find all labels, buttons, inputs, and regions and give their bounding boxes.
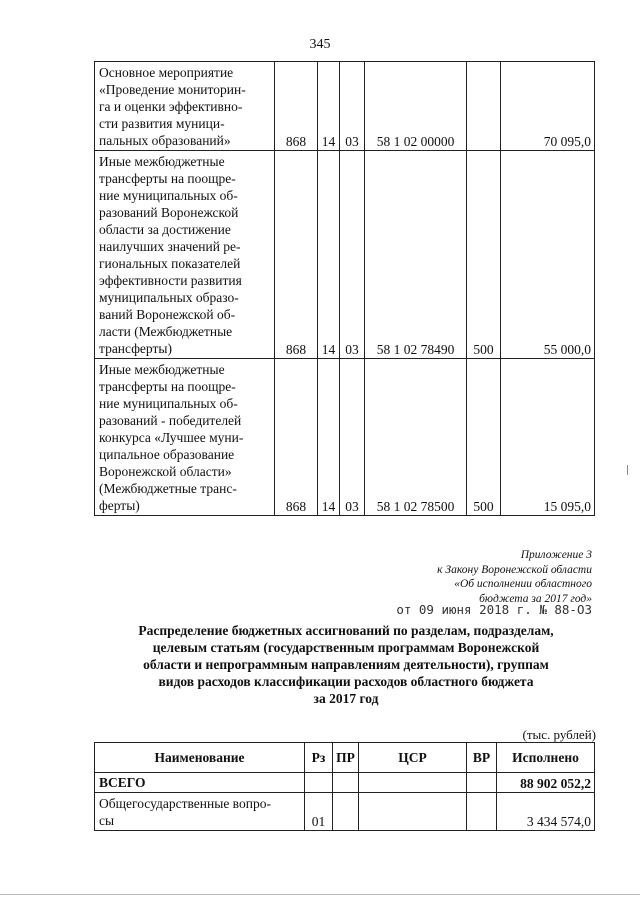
- row-code: 868: [275, 151, 318, 359]
- row-name: Основное мероприятие «Проведение мониторин- га и оценки эффективно- сти развития муници- пальных образований»: [95, 62, 275, 151]
- table-row: [95, 359, 595, 516]
- row-vr: 500: [467, 151, 501, 359]
- row-vr: [467, 62, 501, 151]
- header-amount: Исполнено: [497, 743, 595, 773]
- empty-cell: [333, 773, 359, 793]
- page-number: 345: [309, 37, 331, 52]
- row-amount: 15 095,0: [501, 359, 595, 516]
- table-header-row: [95, 743, 595, 773]
- row-amount: 3 434 574,0: [497, 793, 595, 831]
- table-row: [95, 151, 595, 359]
- row-csr: 58 1 02 00000: [365, 62, 467, 151]
- row-rz: 14: [318, 151, 340, 359]
- row-csr: 58 1 02 78500: [365, 359, 467, 516]
- row-rz: 01: [305, 793, 333, 831]
- row-csr: [359, 793, 467, 831]
- law-date-stamp: от 09 июня 2018 г. № 88-ОЗ: [396, 602, 592, 617]
- empty-cell: [467, 773, 497, 793]
- empty-cell: [305, 773, 333, 793]
- margin-mark: [627, 465, 628, 475]
- row-vr: [467, 793, 497, 831]
- row-pr: [333, 793, 359, 831]
- header-rz: Рз: [305, 743, 333, 773]
- empty-cell: [359, 773, 467, 793]
- expenditure-table-continued: [94, 61, 595, 516]
- row-code: 868: [275, 359, 318, 516]
- row-pr: 03: [340, 62, 365, 151]
- header-vr: ВР: [467, 743, 497, 773]
- section-heading: Распределение бюджетных ассигнований по разделам, подразделам, целевым статьям (государственным программам Воронежской области и непрограммным направлениям деятельности), группам видов расходов классификации расходов областного бюджета за 2017 год: [138, 623, 554, 706]
- row-csr: 58 1 02 78490: [365, 151, 467, 359]
- row-pr: 03: [340, 359, 365, 516]
- row-rz: 14: [318, 359, 340, 516]
- row-name: Иные межбюджетные трансферты на поощре- ние муниципальных об- разований - победителей конкурса «Лучшее муни- ципальное образование Воронежской области» (Межбюджетные транс- ферты): [95, 359, 275, 516]
- page-bottom-edge: [0, 894, 640, 895]
- allocation-table: [94, 742, 595, 831]
- row-name: Общегосударственные вопро- сы: [95, 793, 305, 831]
- row-amount: 55 000,0: [501, 151, 595, 359]
- total-label: ВСЕГО: [95, 773, 305, 793]
- table-row: [95, 62, 595, 151]
- appendix-note: Приложение 3 к Закону Воронежской области «Об исполнении областного бюджета за 2017 год»: [437, 549, 592, 605]
- row-amount: 70 095,0: [501, 62, 595, 151]
- row-code: 868: [275, 62, 318, 151]
- table-row: [95, 793, 595, 831]
- header-pr: ПР: [333, 743, 359, 773]
- row-pr: 03: [340, 151, 365, 359]
- total-row: [95, 773, 595, 793]
- header-name: Наименование: [95, 743, 305, 773]
- row-vr: 500: [467, 359, 501, 516]
- row-rz: 14: [318, 62, 340, 151]
- header-csr: ЦСР: [359, 743, 467, 773]
- row-name: Иные межбюджетные трансферты на поощре- ние муниципальных об- разований Воронежской области за достижение наилучших значений ре- гиональных показателей эффективности развития муниципальных образо- ваний Воронежской об- ласти (Межбюджетные трансферты): [95, 151, 275, 359]
- units-label: (тыс. рублей): [522, 727, 596, 742]
- total-amount: 88 902 052,2: [497, 773, 595, 793]
